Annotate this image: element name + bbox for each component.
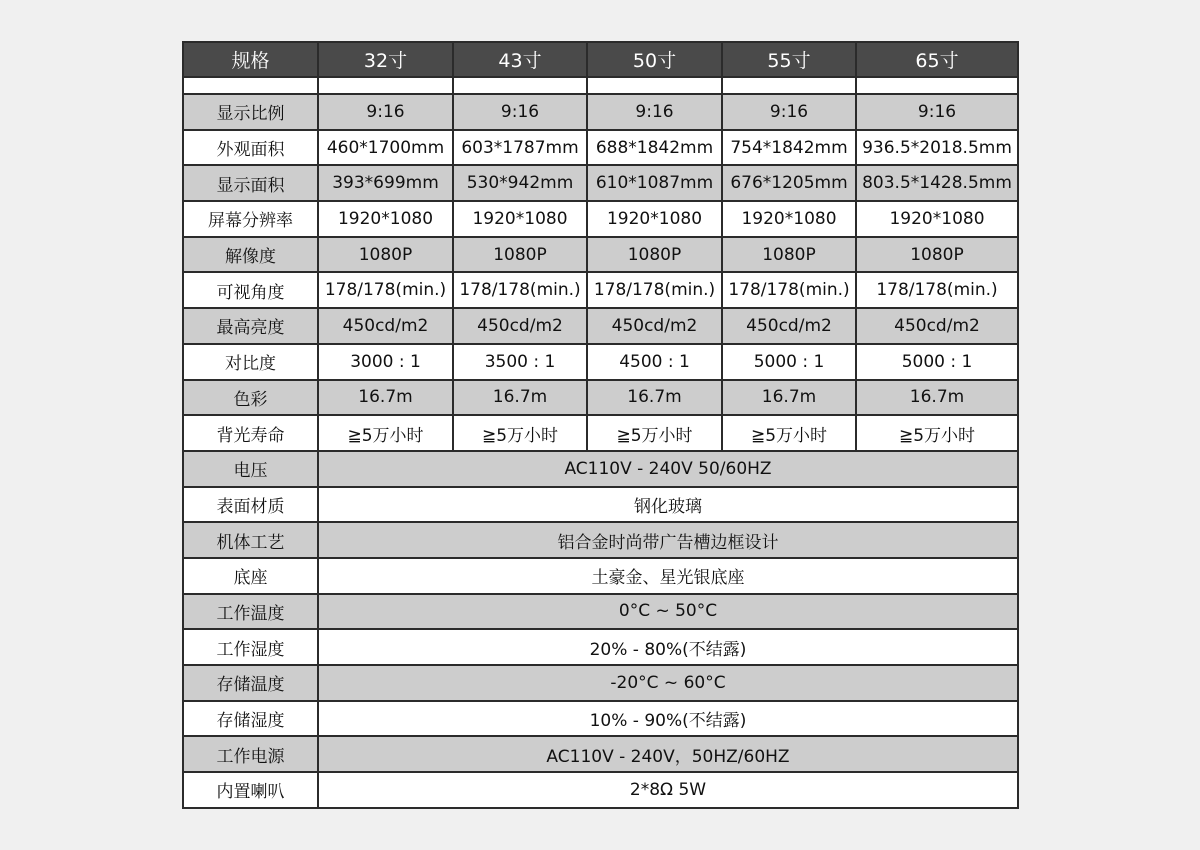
value-cell: 16.7m	[856, 380, 1018, 416]
value-cell: 450cd/m2	[453, 308, 587, 344]
row-label: 存储湿度	[183, 701, 318, 737]
table-row	[183, 772, 1018, 808]
value-cell: 178/178(min.)	[856, 272, 1018, 308]
row-label: 可视角度	[183, 272, 318, 308]
table-row	[183, 629, 1018, 665]
value-cell: 1080P	[318, 237, 453, 273]
value-cell: ≧5万小时	[856, 415, 1018, 451]
value-cell: 1080P	[587, 237, 722, 273]
header-43: 43寸	[453, 42, 587, 77]
value-cell: 754*1842mm	[722, 130, 856, 166]
value-cell: 3500 : 1	[453, 344, 587, 380]
value-cell: 5000 : 1	[722, 344, 856, 380]
spacer-cell	[318, 77, 453, 94]
merged-value-cell: -20°C ~ 60°C	[318, 665, 1018, 701]
value-cell: 16.7m	[722, 380, 856, 416]
value-cell: 1920*1080	[587, 201, 722, 237]
value-cell: 9:16	[453, 94, 587, 130]
spec-table	[182, 41, 1019, 809]
row-label: 底座	[183, 558, 318, 594]
value-cell: ≧5万小时	[318, 415, 453, 451]
value-cell: 1080P	[856, 237, 1018, 273]
spacer-cell	[856, 77, 1018, 94]
value-cell: 9:16	[856, 94, 1018, 130]
value-cell: 530*942mm	[453, 165, 587, 201]
spacer-cell	[453, 77, 587, 94]
row-label: 工作湿度	[183, 629, 318, 665]
value-cell: ≧5万小时	[587, 415, 722, 451]
value-cell: 393*699mm	[318, 165, 453, 201]
merged-value-cell: 钢化玻璃	[318, 487, 1018, 523]
row-label: 外观面积	[183, 130, 318, 166]
table-row	[183, 272, 1018, 308]
value-cell: 610*1087mm	[587, 165, 722, 201]
spacer-cell	[722, 77, 856, 94]
value-cell: 676*1205mm	[722, 165, 856, 201]
row-label: 表面材质	[183, 487, 318, 523]
value-cell: 450cd/m2	[722, 308, 856, 344]
header-65: 65寸	[856, 42, 1018, 77]
merged-value-cell: 铝合金时尚带广告槽边框设计	[318, 522, 1018, 558]
value-cell: 450cd/m2	[318, 308, 453, 344]
value-cell: 460*1700mm	[318, 130, 453, 166]
value-cell: 5000 : 1	[856, 344, 1018, 380]
merged-value-cell: 20% - 80%(不结露)	[318, 629, 1018, 665]
spacer-cell	[587, 77, 722, 94]
value-cell: 1920*1080	[318, 201, 453, 237]
row-label: 最高亮度	[183, 308, 318, 344]
table-row	[183, 451, 1018, 487]
row-label: 屏幕分辨率	[183, 201, 318, 237]
row-label: 色彩	[183, 380, 318, 416]
spacer-row	[183, 77, 1018, 94]
value-cell: 9:16	[318, 94, 453, 130]
value-cell: 178/178(min.)	[453, 272, 587, 308]
row-label: 显示比例	[183, 94, 318, 130]
value-cell: 178/178(min.)	[318, 272, 453, 308]
spacer-cell	[183, 77, 318, 94]
merged-value-cell: 0°C ~ 50°C	[318, 594, 1018, 630]
value-cell: 1920*1080	[722, 201, 856, 237]
row-label: 存储温度	[183, 665, 318, 701]
table-row	[183, 308, 1018, 344]
value-cell: 688*1842mm	[587, 130, 722, 166]
table-row	[183, 487, 1018, 523]
value-cell: 178/178(min.)	[722, 272, 856, 308]
row-label: 显示面积	[183, 165, 318, 201]
value-cell: 9:16	[722, 94, 856, 130]
table-row	[183, 94, 1018, 130]
value-cell: ≧5万小时	[722, 415, 856, 451]
table-row	[183, 201, 1018, 237]
table-row	[183, 594, 1018, 630]
table-row	[183, 558, 1018, 594]
value-cell: 16.7m	[318, 380, 453, 416]
row-label: 机体工艺	[183, 522, 318, 558]
value-cell: 1080P	[722, 237, 856, 273]
merged-value-cell: 土豪金、星光银底座	[318, 558, 1018, 594]
table-row	[183, 736, 1018, 772]
table-row	[183, 380, 1018, 416]
table-row	[183, 415, 1018, 451]
row-label: 工作电源	[183, 736, 318, 772]
header-row	[183, 42, 1018, 77]
row-label: 内置喇叭	[183, 772, 318, 808]
row-label: 电压	[183, 451, 318, 487]
value-cell: 603*1787mm	[453, 130, 587, 166]
value-cell: 936.5*2018.5mm	[856, 130, 1018, 166]
value-cell: 803.5*1428.5mm	[856, 165, 1018, 201]
table-row	[183, 665, 1018, 701]
merged-value-cell: 2*8Ω 5W	[318, 772, 1018, 808]
row-label: 解像度	[183, 237, 318, 273]
header-spec: 规格	[183, 42, 318, 77]
table-row	[183, 237, 1018, 273]
row-label: 工作温度	[183, 594, 318, 630]
table-row	[183, 130, 1018, 166]
value-cell: 16.7m	[587, 380, 722, 416]
header-32: 32寸	[318, 42, 453, 77]
table-row	[183, 522, 1018, 558]
merged-value-cell: AC110V - 240V 50/60HZ	[318, 451, 1018, 487]
merged-value-cell: 10% - 90%(不结露)	[318, 701, 1018, 737]
row-label: 对比度	[183, 344, 318, 380]
value-cell: 450cd/m2	[587, 308, 722, 344]
table-row	[183, 701, 1018, 737]
table-row	[183, 344, 1018, 380]
value-cell: 3000 : 1	[318, 344, 453, 380]
value-cell: 9:16	[587, 94, 722, 130]
value-cell: ≧5万小时	[453, 415, 587, 451]
row-label: 背光寿命	[183, 415, 318, 451]
value-cell: 4500 : 1	[587, 344, 722, 380]
value-cell: 1920*1080	[453, 201, 587, 237]
header-50: 50寸	[587, 42, 722, 77]
value-cell: 450cd/m2	[856, 308, 1018, 344]
value-cell: 1080P	[453, 237, 587, 273]
value-cell: 16.7m	[453, 380, 587, 416]
value-cell: 1920*1080	[856, 201, 1018, 237]
table-row	[183, 165, 1018, 201]
merged-value-cell: AC110V - 240V，50HZ/60HZ	[318, 736, 1018, 772]
header-55: 55寸	[722, 42, 856, 77]
value-cell: 178/178(min.)	[587, 272, 722, 308]
